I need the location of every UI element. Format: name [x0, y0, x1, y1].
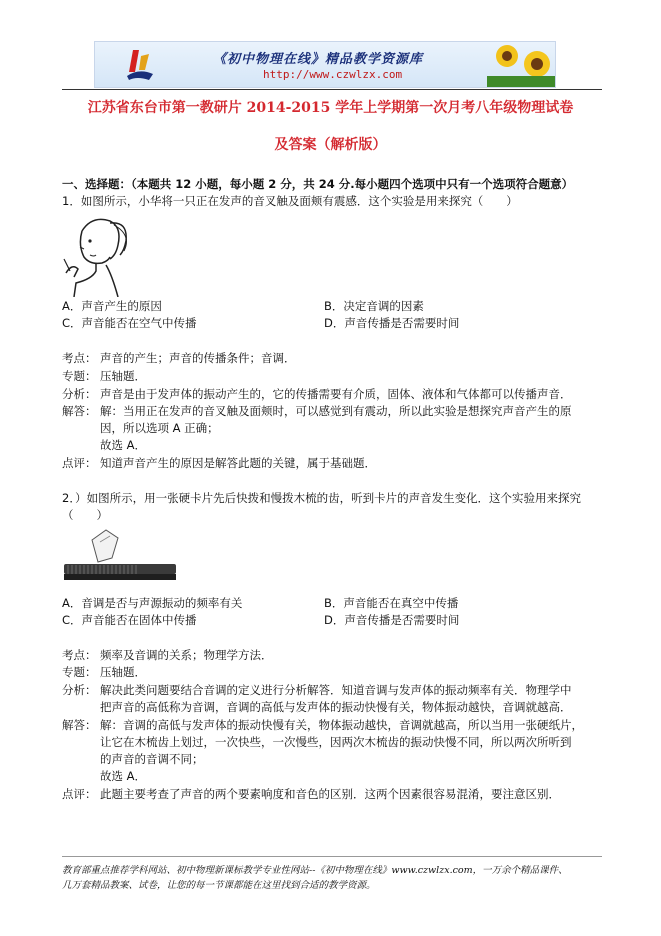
- banner-title: 《初中物理在线》精品教学资源库: [213, 52, 424, 67]
- q2-option-b: B．声音能否在真空中传播: [324, 596, 459, 610]
- q2-option-d: D．声音传播是否需要时间: [324, 613, 460, 627]
- q1-jieda-line2: 因，所以选项 A 正确；: [100, 421, 219, 435]
- q1-option-a: A．声音产生的原因: [62, 299, 162, 313]
- q1-kaodian-label: 考点：: [62, 351, 97, 365]
- q1-jieda-line3: 故选 A．: [100, 438, 147, 452]
- banner-url: http://www.czwlzx.com: [263, 68, 403, 81]
- header-banner: [94, 41, 556, 88]
- q1-stem: 1．如图所示，小华将一只正在发声的音叉触及面颊有震感．这个实验是用来探究（ ）: [62, 194, 518, 208]
- q2-jieda-line4: 故选 A．: [100, 769, 147, 783]
- girl-tuning-fork-figure: [62, 211, 134, 297]
- q2-stem-line2: （ ）: [62, 508, 108, 522]
- paper-title-line2: 及答案（解析版）: [274, 137, 387, 153]
- q2-jieda-label: 解答：: [62, 718, 97, 732]
- q2-zhuanti: 压轴题．: [100, 665, 146, 679]
- q1-dianping: 知道声音产生的原因是解答此题的关键，属于基础题．: [100, 456, 376, 470]
- q2-dianping-label: 点评：: [62, 787, 97, 801]
- q1-dianping-label: 点评：: [62, 456, 97, 470]
- q2-fenxi-line1: 解决此类问题要结合音调的定义进行分析解答．知道音调与发声体的振动频率有关．物理学中: [100, 683, 572, 697]
- q2-jieda-line1: 解：音调的高低与发声体的振动快慢有关，物体振动越快，音调就越高，所以当用一张硬纸片，: [100, 718, 583, 732]
- q1-option-c: C．声音能否在空气中传播: [62, 316, 197, 330]
- footer-line2: 几万套精品教案、试卷，让您的每一节课都能在这里找到合适的教学资源。: [62, 880, 376, 891]
- q1-jieda-label: 解答：: [62, 404, 97, 418]
- q2-jieda-line2: 让它在木梳齿上划过，一次快些，一次慢些，因两次木梳齿的振动快慢不同，所以两次所听到: [100, 735, 572, 749]
- q1-zhuanti: 压轴题．: [100, 369, 146, 383]
- q2-fenxi-line2: 把声音的高低称为音调，音调的高低与发声体的振动快慢有关，物体振动越快，音调就越高．: [100, 700, 572, 714]
- q2-zhuanti-label: 专题：: [62, 665, 97, 679]
- q1-fenxi-label: 分析：: [62, 387, 97, 401]
- q2-fenxi-label: 分析：: [62, 683, 97, 697]
- q2-option-c: C．声音能否在固体中传播: [62, 613, 197, 627]
- q2-kaodian-label: 考点：: [62, 648, 97, 662]
- q1-zhuanti-label: 专题：: [62, 369, 97, 383]
- paper-title-line1: 江苏省东台市第一教研片 2014-2015 学年上学期第一次月考八年级物理试卷: [87, 100, 574, 116]
- q2-option-a: A．音调是否与声源振动的频率有关: [62, 596, 243, 610]
- q1-jieda-line1: 解：当用正在发声的音叉触及面颊时，可以感觉到有震动，所以此实验是想探究声音产生的原: [100, 404, 572, 418]
- footer-rule: [62, 856, 602, 857]
- q2-stem-line1: 2．）如图所示，用一张硬卡片先后快拨和慢拨木梳的齿，听到卡片的声音发生变化．这个实验用来探究: [62, 491, 582, 505]
- q2-dianping: 此题主要考查了声音的两个要素响度和音色的区别．这两个因素很容易混淆，要注意区别．: [100, 787, 560, 801]
- q1-option-d: D．声音传播是否需要时间: [324, 316, 460, 330]
- section-heading: 一、选择题：（本题共 12 小题，每小题 2 分，共 24 分.每小题四个选项中只有一个选项符合题意）: [62, 177, 574, 191]
- q2-jieda-line3: 的声音的音调不同；: [100, 752, 204, 766]
- sunflower-icon: [487, 42, 555, 87]
- q1-option-b: B．决定音调的因素: [324, 299, 424, 313]
- header-rule: [62, 89, 602, 90]
- comb-card-figure: [62, 528, 178, 584]
- logo-icon: [119, 46, 159, 84]
- footer-line1: 教育部重点推荐学科网站、初中物理新课标教学专业性网站--《初中物理在线》www.czwlzx.com，一万余个精品课件、: [62, 865, 568, 876]
- q1-fenxi: 声音是由于发声体的振动产生的，它的传播需要有介质，固体、液体和气体都可以传播声音．: [100, 387, 572, 401]
- q2-kaodian: 频率及音调的关系；物理学方法．: [100, 648, 273, 662]
- q1-kaodian: 声音的产生；声音的传播条件；音调．: [100, 351, 296, 365]
